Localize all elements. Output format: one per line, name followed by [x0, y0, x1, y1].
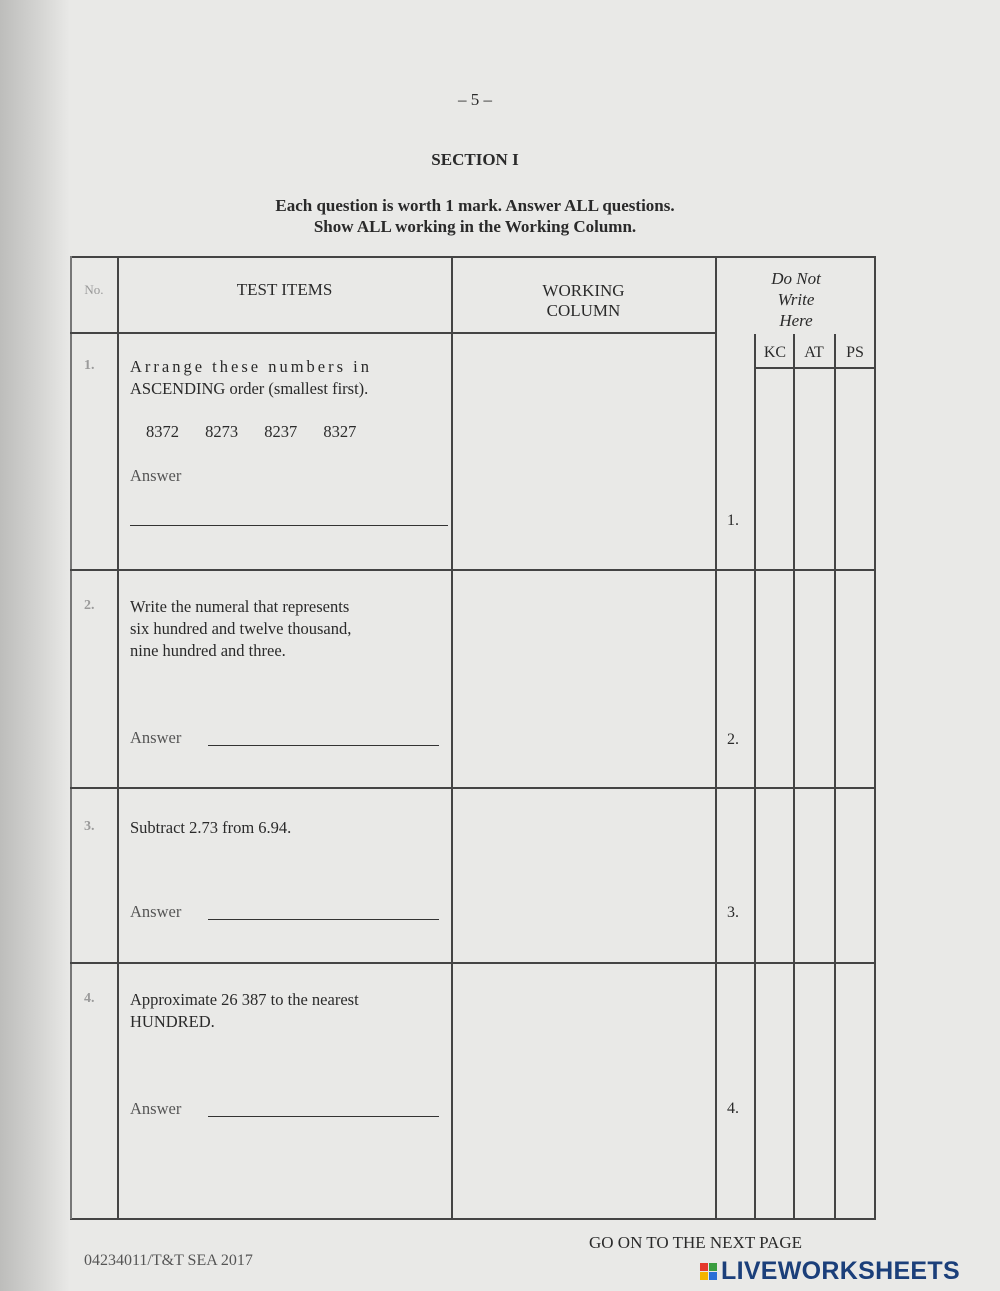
working-column-rule — [715, 256, 717, 1219]
table-left-border — [70, 256, 72, 1219]
ps-column-rule — [834, 334, 836, 1219]
header-do-not-3: Here — [779, 311, 813, 330]
brand-name: LIVEWORKSHEETS — [721, 1257, 960, 1285]
item-mark: 2. — [727, 731, 739, 748]
page-number: – 5 – — [458, 90, 492, 109]
question-text-line: Arrange these numbers in — [130, 357, 372, 376]
question-text-line: Subtract 2.73 from 6.94. — [130, 818, 292, 837]
kc-column-rule — [754, 334, 756, 1219]
answer-line[interactable] — [208, 745, 439, 746]
logo-square — [709, 1263, 717, 1271]
logo-square — [700, 1272, 708, 1280]
instruction-line-1: Each question is worth 1 mark. Answer ALL questions. — [275, 196, 675, 215]
header-do-not-2: Write — [777, 290, 815, 309]
header-ps: PS — [846, 344, 864, 361]
row-separator-3 — [70, 962, 876, 964]
row-separator-2 — [70, 787, 876, 789]
header-bottom-rule — [70, 332, 715, 334]
answer-label: Answer — [130, 466, 182, 485]
question-text-line: Write the numeral that represents — [130, 597, 350, 616]
logo-square — [709, 1272, 717, 1280]
liveworksheets-logo-icon — [700, 1263, 717, 1280]
question-text-line: nine hundred and three. — [130, 641, 286, 660]
no-column-rule — [117, 256, 119, 1219]
instruction-line-2: Show ALL working in the Working Column. — [313, 217, 637, 236]
paper-code: 04234011/T&T SEA 2017 — [84, 1252, 253, 1269]
answer-line[interactable] — [130, 525, 448, 526]
question-number: 2. — [84, 598, 95, 613]
header-no: No. — [84, 282, 104, 297]
question-table — [70, 256, 876, 1219]
header-working-column-2: COLUMN — [546, 301, 621, 320]
item-mark: 1. — [727, 512, 739, 529]
header-test-items: TEST ITEMS — [236, 280, 333, 299]
answer-label: Answer — [130, 902, 182, 921]
question-text-line: HUNDRED. — [130, 1012, 215, 1031]
at-column-rule — [793, 334, 795, 1219]
next-page-note: GO ON TO THE NEXT PAGE — [589, 1233, 802, 1252]
row-separator-1 — [70, 569, 876, 571]
logo-square — [700, 1263, 708, 1271]
header-kc: KC — [763, 344, 787, 361]
liveworksheets-brand — [700, 1257, 960, 1286]
header-working-column-1: WORKING — [542, 281, 625, 300]
question-text-line: ASCENDING order (smallest first). — [130, 379, 369, 398]
answer-label: Answer — [130, 728, 182, 747]
subheader-bottom-rule — [754, 367, 875, 369]
section-title: SECTION I — [431, 150, 519, 169]
question-text-line: six hundred and twelve thousand, — [130, 619, 352, 638]
header-at: AT — [804, 344, 824, 361]
header-do-not-1: Do Not — [771, 269, 821, 288]
answer-label: Answer — [130, 1099, 182, 1118]
item-mark: 3. — [727, 904, 739, 921]
answer-line[interactable] — [208, 919, 439, 920]
table-right-border — [874, 256, 876, 1219]
page-binding-shadow — [0, 0, 70, 1291]
number-list: 8372 8273 8237 8327 — [146, 422, 357, 441]
test-items-column-rule — [451, 256, 453, 1219]
item-mark: 4. — [727, 1100, 739, 1117]
question-number: 1. — [84, 358, 95, 373]
table-top-border — [70, 256, 876, 258]
question-number: 4. — [84, 991, 95, 1006]
answer-line[interactable] — [208, 1116, 439, 1117]
question-text-line: Approximate 26 387 to the nearest — [130, 990, 359, 1009]
question-number: 3. — [84, 819, 95, 834]
